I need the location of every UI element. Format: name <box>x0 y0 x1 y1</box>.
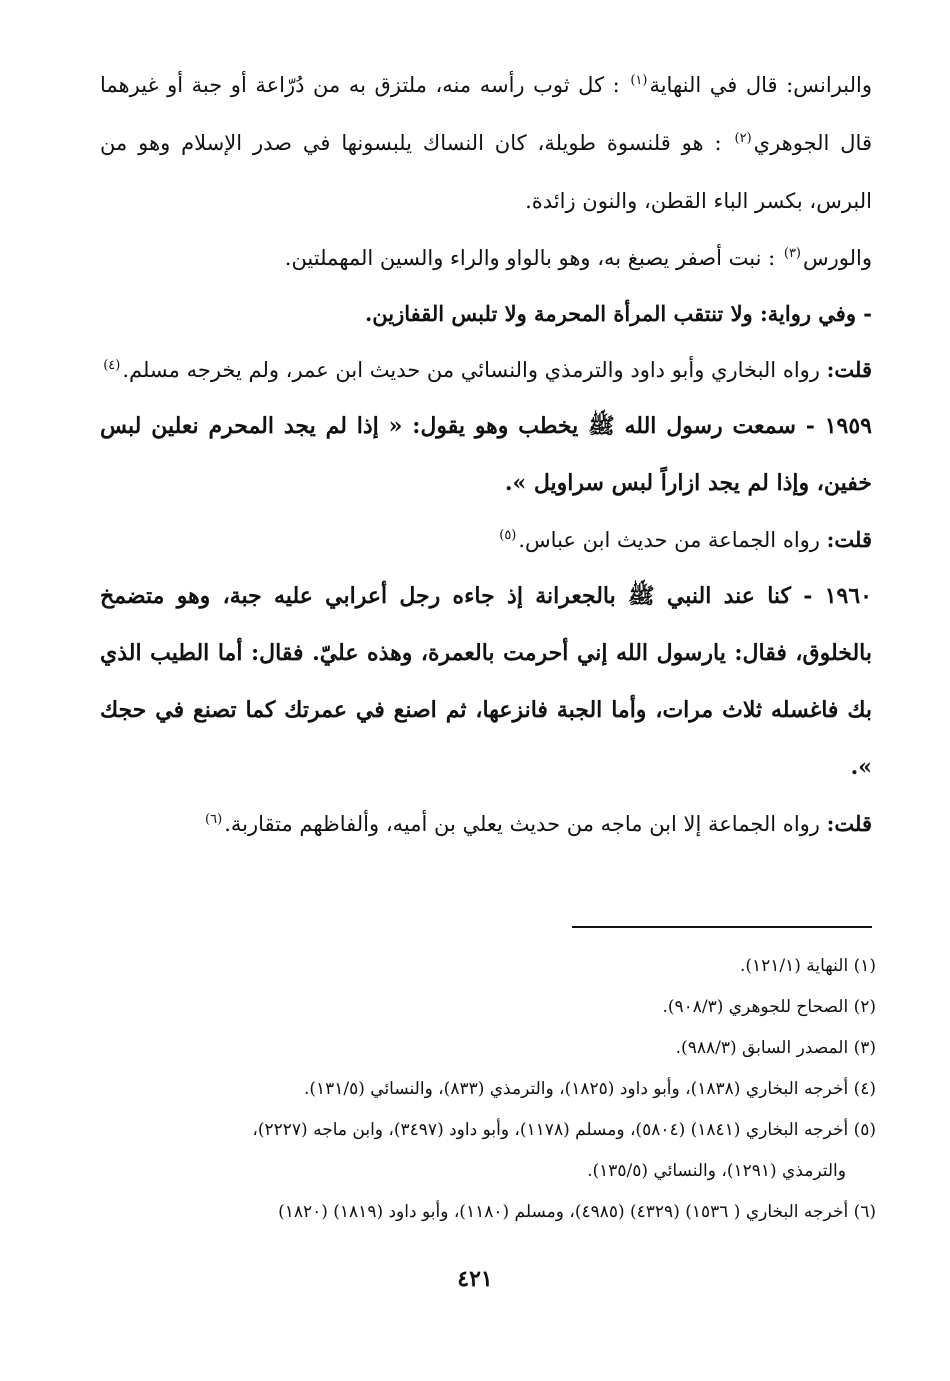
footnote-5-line-2: والترمذي (١٢٩١)، والنسائي (١٣٥/٥). <box>587 1161 846 1181</box>
qultu-label: قلت: <box>826 357 872 382</box>
hadith-1960 <box>100 568 872 796</box>
hadith-1959 <box>100 398 872 512</box>
footnote-marker: (٣) <box>783 246 801 261</box>
footnote-1: (١) النهاية (١٢١/١). <box>739 956 876 976</box>
footnote-marker: (٥) <box>499 528 517 543</box>
paragraph-text: - وفي رواية: ولا تنتقب المرأة المحرمة ولا تلبس القفازين. <box>364 301 872 326</box>
page-number: ٤٢١ <box>457 1266 493 1292</box>
footnote-5 <box>100 1110 876 1192</box>
footnote-4: (٤) أخرجه البخاري (١٨٣٨)، وأبو داود (١٨٢٥)، والترمذي (٨٣٣)، والنسائي (١٣١/٥). <box>303 1079 876 1099</box>
paragraph-text: رواه الجماعة من حديث ابن عباس. <box>518 528 820 552</box>
paragraph-text: ١٩٥٩ - سمعت رسول الله ﷺ يخطب وهو يقول: « إذا لم يجد المحرم نعلين لبس خفين، وإذا لم يجد ازاراً لبس سراويل ». <box>100 413 872 496</box>
paragraph-baranis <box>100 56 872 230</box>
footnotes <box>100 946 876 1233</box>
paragraph-wars <box>100 230 872 286</box>
paragraph-qultu-1 <box>100 342 872 398</box>
paragraph-text: رواه البخاري وأبو داود والترمذي والنسائي من حديث ابن عمر، ولم يخرجه مسلم. <box>122 358 820 382</box>
paragraph-text: : نبت أصفر يصبغ به، وهو بالواو والراء والسين المهملتين. <box>284 246 776 270</box>
paragraph-text: والورس <box>803 246 872 270</box>
paragraph-text: : كل ثوب رأسه منه، ملتزق به من دُرّاعة أو جبة أو غيرهما قال الجوهري <box>100 73 872 155</box>
main-text <box>100 56 872 852</box>
footnote-3: (٣) المصدر السابق (٩٨٨/٣). <box>675 1038 876 1058</box>
footnote-2: (٢) الصحاح للجوهري (٩٠٨/٣). <box>662 997 876 1017</box>
paragraph-text: رواه الجماعة إلا ابن ماجه من حديث يعلي بن أميه، وألفاظهم متقاربة. <box>224 812 820 836</box>
paragraph-riwaya <box>100 286 872 342</box>
footnote-6: (٦) أخرجه البخاري ( ١٥٣٦) (٤٣٢٩) (٤٩٨٥)، ومسلم (١١٨٠)، وأبو داود (١٨١٩) (١٨٢٠) <box>278 1202 876 1222</box>
qultu-label: قلت: <box>826 811 872 836</box>
paragraph-qultu-3 <box>100 796 872 852</box>
footnote-marker: (٢) <box>734 131 752 146</box>
footnote-5-line-1: (٥) أخرجه البخاري (١٨٤١) (٥٨٠٤)، ومسلم (١١٧٨)، وأبو داود (٣٤٩٧)، وابن ماجه (٢٢٢٧)، <box>252 1120 876 1140</box>
paragraph-qultu-2 <box>100 512 872 568</box>
footnote-marker: (٤) <box>103 358 121 373</box>
paragraph-text: ١٩٦٠ - كنا عند النبي ﷺ بالجعرانة إذ جاءه رجل أعرابي عليه جبة، وهو متضمخ بالخلوق، فقال: يارسول الله إني أحرمت بالعمرة، وهذه عليّ. فقال: أما الطيب الذي بك فاغسله ثلاث مرات، وأما الجبة فانزعها، ثم اصنع في عمرتك كما تصنع في حجك ». <box>100 583 872 780</box>
paragraph-text: : هو قلنسوة طويلة، كان النساك يلبسونها في صدر الإسلام وهو من البرس، بكسر الباء القطن، والنون زائدة. <box>100 131 872 213</box>
footnote-marker: (١) <box>630 73 648 88</box>
footnote-marker: (٦) <box>205 812 223 827</box>
footnote-divider <box>572 926 872 928</box>
paragraph-text: والبرانس: قال في النهاية <box>649 73 872 97</box>
qultu-label: قلت: <box>826 527 872 552</box>
